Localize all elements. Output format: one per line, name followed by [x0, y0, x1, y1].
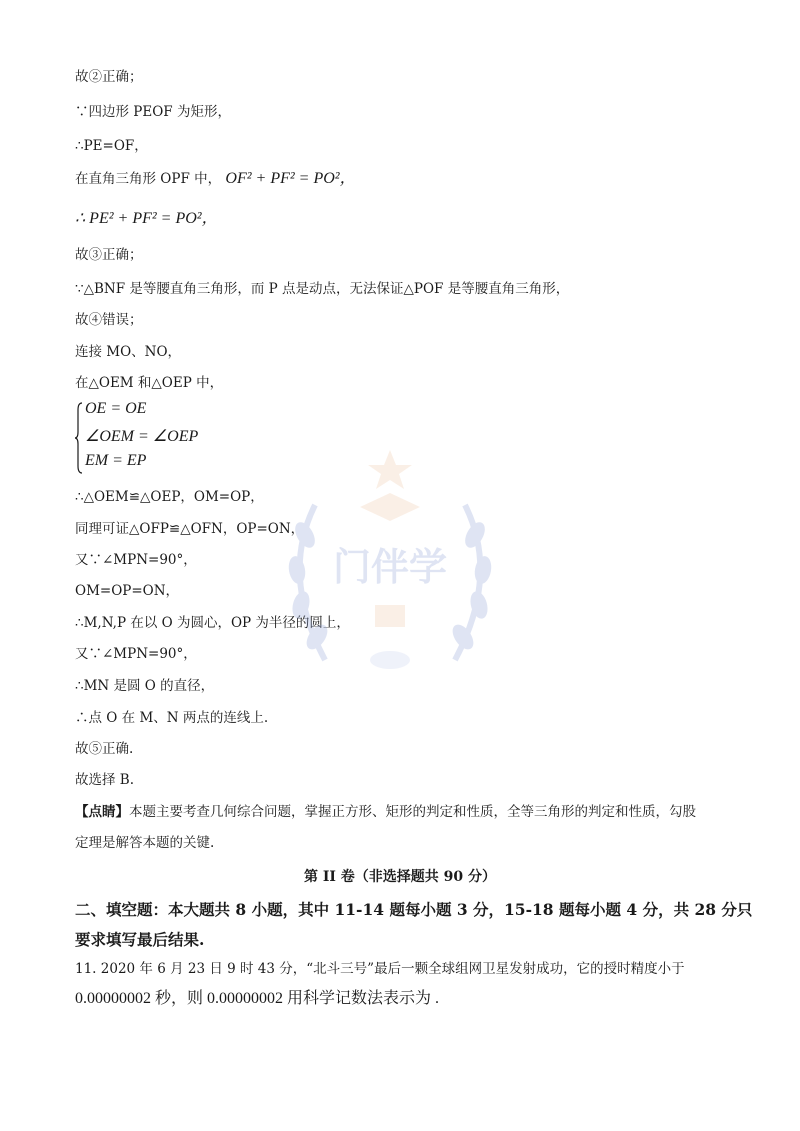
brace-icon: [75, 402, 83, 474]
text-line: 同理可证△OFP≌△OFN，OP=ON，: [75, 521, 305, 537]
question-text: 0.00000002 秒，则 0.00000002 用科学记数法表示为 .: [75, 990, 440, 1007]
text-prefix: 在直角三角形 OPF 中，: [75, 171, 222, 187]
text-line: ∵四边形 PEOF 为矩形，: [75, 104, 231, 120]
equation-row: OE = OE: [85, 400, 147, 417]
formula: ∴ PE² + PF² = PO²，: [75, 210, 218, 227]
text-line: 故③正确；: [75, 247, 143, 263]
section-title: 第 II 卷（非选择题共 90 分）: [303, 869, 497, 885]
text-line: 故选择 B.: [75, 772, 135, 788]
part-heading: 二、填空题：本大题共 8 小题，其中 11-14 题每小题 3 分，15-18 题每小题 4 分，共 28 分只: [75, 900, 753, 919]
text-line: ∴M,N,P 在以 O 为圆心，OP 为半径的圆上，: [75, 615, 350, 631]
comment-line: [75, 803, 696, 821]
text-line: ∴△OEM≌△OEP，OM=OP，: [75, 489, 264, 505]
text-line: 又∵∠MPN=90°，: [75, 552, 197, 568]
formula: OF² + PF² = PO²，: [225, 170, 356, 187]
text-line: OM=OP=ON，: [75, 583, 180, 599]
equation-row: EM = EP: [85, 452, 147, 469]
comment-line: 定理是解答本题的关键.: [75, 835, 215, 851]
watermark-logo: [275, 445, 505, 710]
comment-text: 本题主要考查几何综合问题，掌握正方形、矩形的判定和性质，全等三角形的判定和性质，勾股: [129, 804, 696, 820]
equation-system: [75, 400, 235, 476]
equation-row: ∠OEM = ∠OEP: [85, 428, 199, 445]
text-line: [75, 170, 356, 188]
text-line: ∵△BNF 是等腰直角三角形，而 P 点是动点，无法保证△POF 是等腰直角三角形，: [75, 281, 570, 297]
question-text: 11. 2020 年 6 月 23 日 9 时 43 分，“北斗三号”最后一颗全球组网卫星发射成功，它的授时精度小于: [75, 961, 685, 977]
text-line: 连接 MO、NO，: [75, 344, 182, 360]
laurel-wreath-icon: [275, 445, 505, 710]
text-line: ∴MN 是圆 O 的直径，: [75, 678, 215, 694]
text-line: [75, 210, 218, 228]
text-line: ∴点 O 在 M、N 两点的连线上.: [75, 710, 269, 726]
text-line: 又∵∠MPN=90°，: [75, 646, 197, 662]
part-heading: 要求填写最后结果.: [75, 930, 205, 949]
text-line: ∴PE=OF，: [75, 138, 148, 154]
text-line: 在△OEM 和△OEP 中，: [75, 375, 224, 391]
text-line: 故④错误；: [75, 312, 143, 328]
watermark-text: 门伴学: [332, 545, 448, 589]
comment-tag: 【点睛】: [75, 804, 129, 820]
text-line: 故②正确；: [75, 69, 143, 85]
text-line: 故⑤正确.: [75, 741, 134, 757]
